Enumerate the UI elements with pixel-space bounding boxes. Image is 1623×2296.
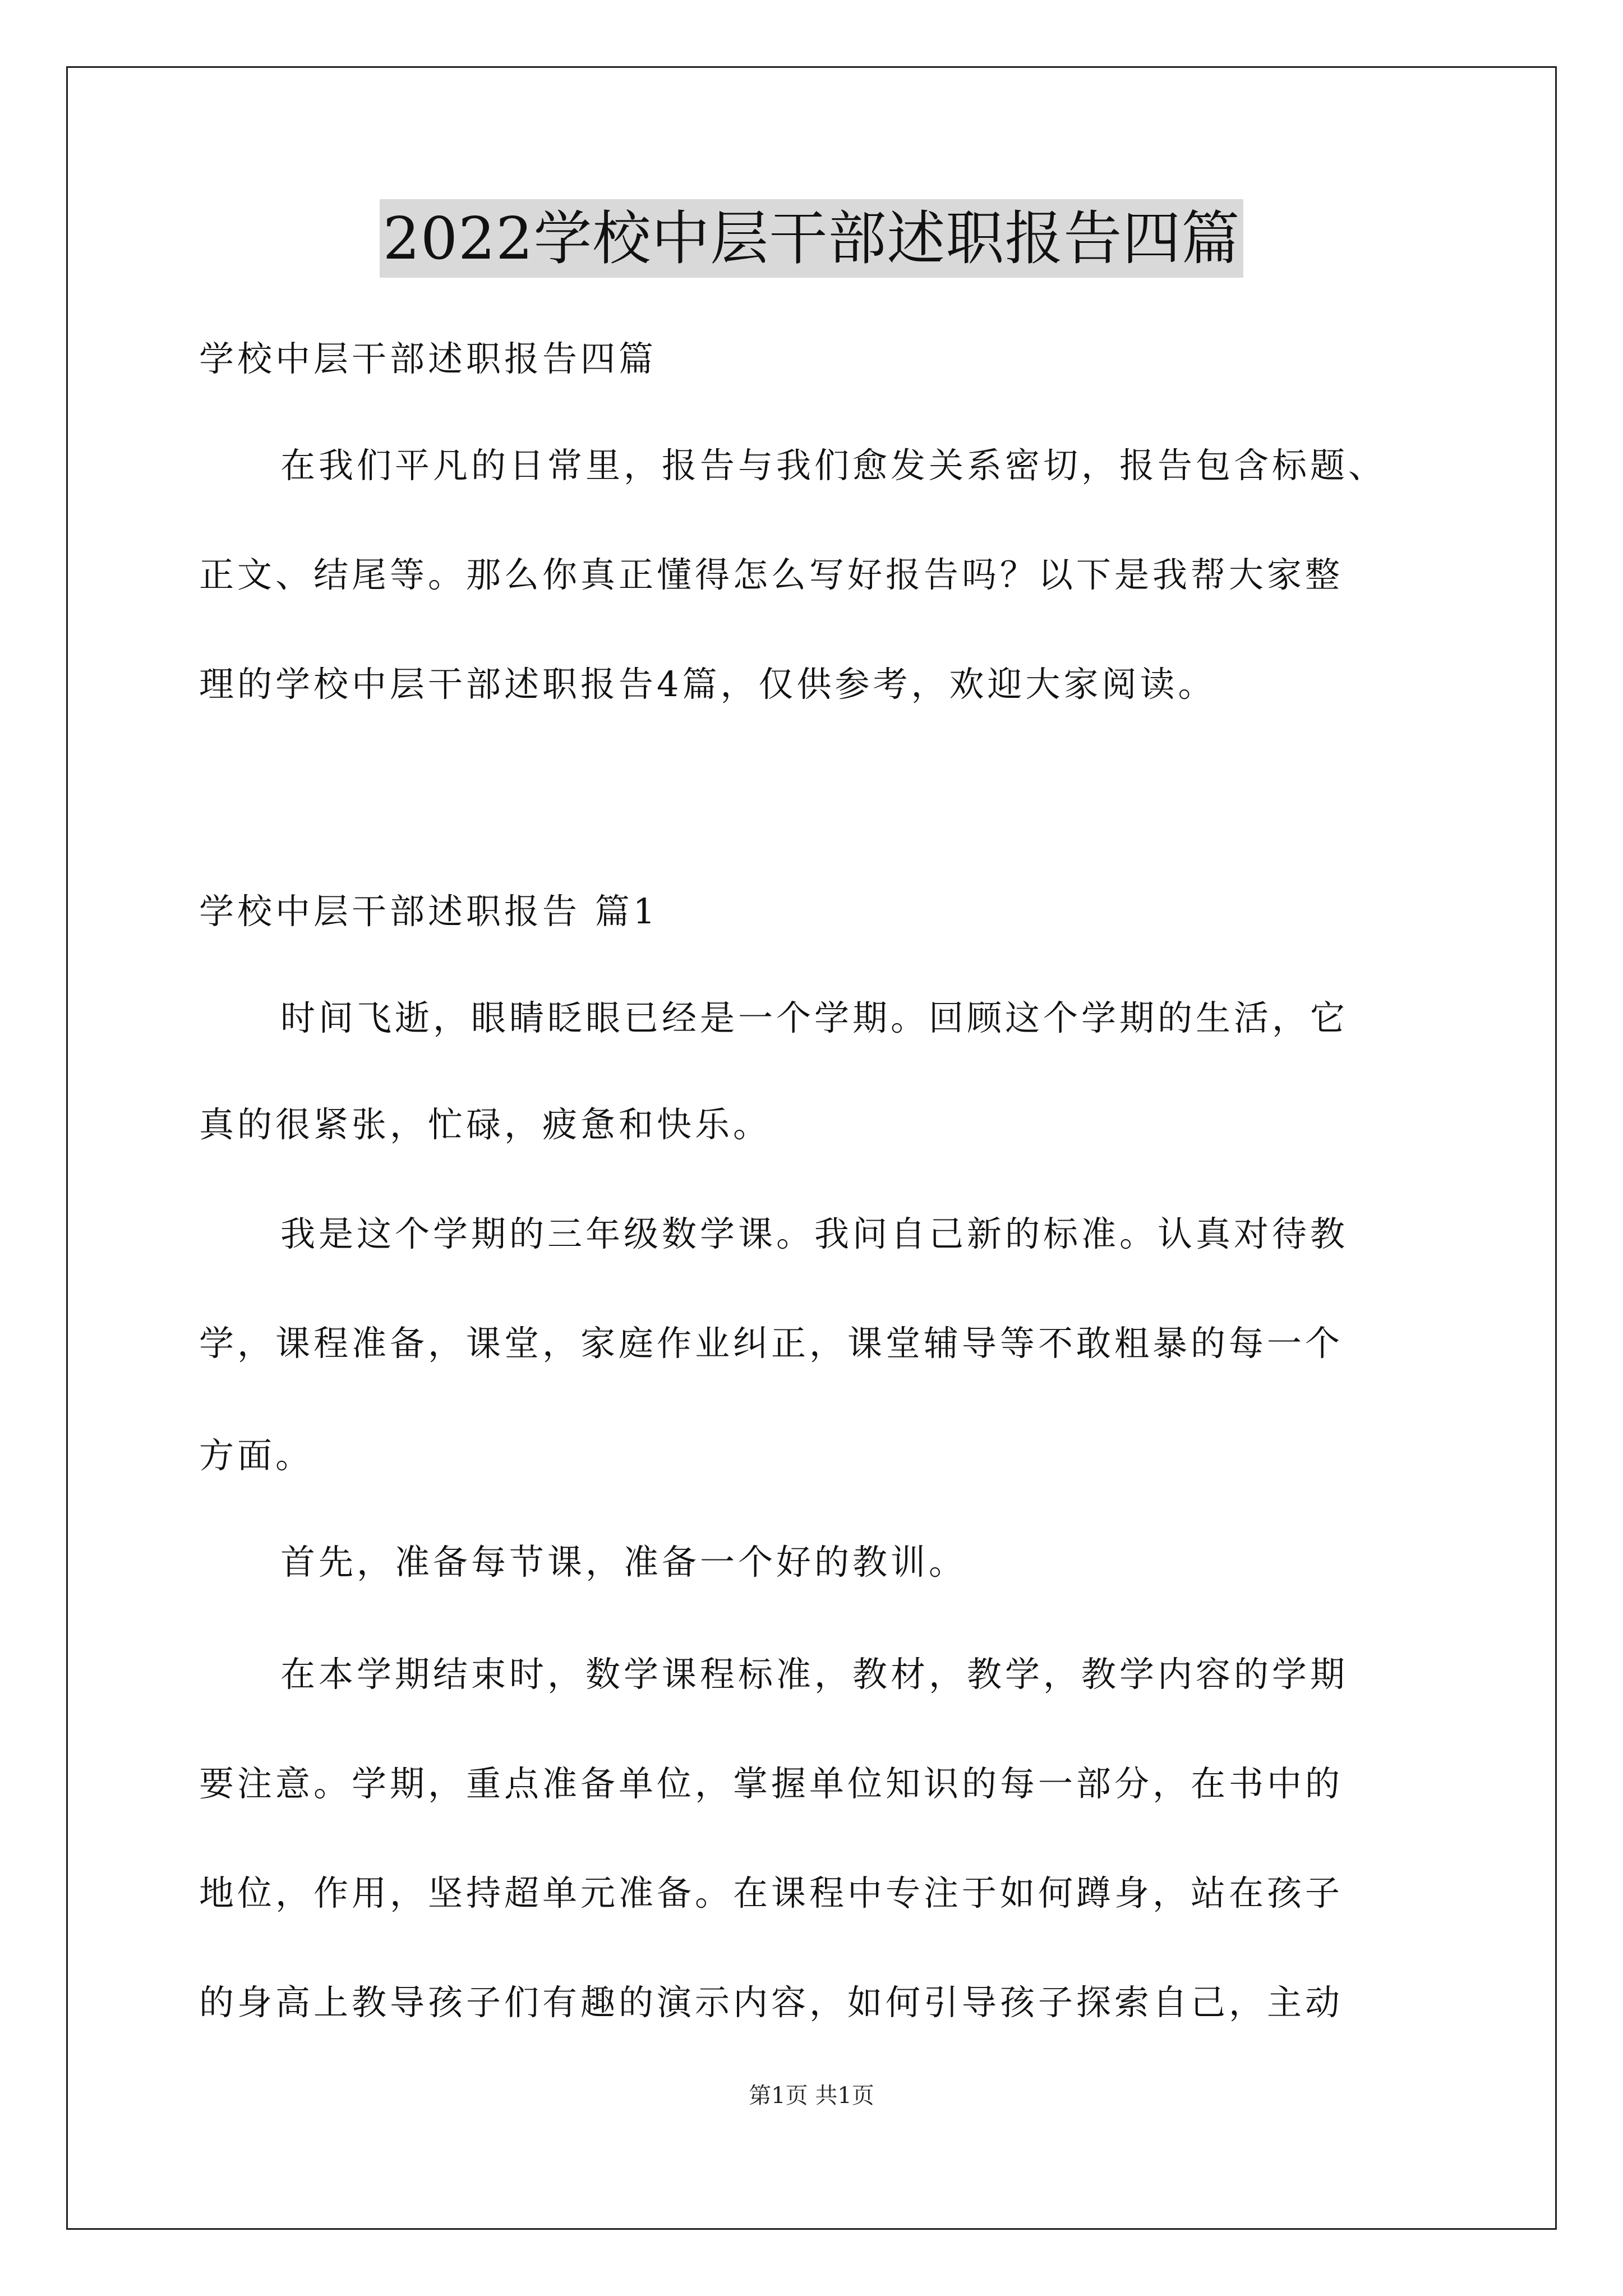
- intro-line: 正文、结尾等。那么你真正懂得怎么写好报告吗？以下是我帮大家整: [199, 554, 1344, 595]
- title-container: [0, 199, 1623, 278]
- intro-line: 在我们平凡的日常里，报告与我们愈发关系密切，报告包含标题、: [280, 445, 1387, 486]
- page-footer: 第1页 共1页: [749, 2083, 874, 2109]
- document-subtitle: 学校中层干部述职报告四篇: [199, 338, 657, 379]
- body-line: 真的很紧张，忙碌，疲惫和快乐。: [199, 1104, 772, 1145]
- body-line: 时间飞逝，眼睛眨眼已经是一个学期。回顾这个学期的生活，它: [280, 997, 1349, 1038]
- intro-line: 理的学校中层干部述职报告4篇，仅供参考，欢迎大家阅读。: [199, 664, 1216, 705]
- body-line: 在本学期结束时，数学课程标准，教材，教学，教学内容的学期: [280, 1654, 1349, 1695]
- document-title: 2022学校中层干部述职报告四篇: [380, 199, 1244, 278]
- body-line: 的身高上教导孩子们有趣的演示内容，如何引导孩子探索自己，主动: [199, 1982, 1344, 2023]
- body-line: 要注意。学期，重点准备单位，掌握单位知识的每一部分，在书中的: [199, 1763, 1344, 1804]
- body-line: 学，课程准备，课堂，家庭作业纠正，课堂辅导等不敢粗暴的每一个: [199, 1323, 1344, 1364]
- section-heading: 学校中层干部述职报告 篇1: [199, 891, 659, 932]
- body-line: 方面。: [199, 1435, 314, 1476]
- body-line: 首先，准备每节课，准备一个好的教训。: [280, 1542, 967, 1582]
- body-line: 地位，作用，坚持超单元准备。在课程中专注于如何蹲身，站在孩子: [199, 1872, 1344, 1913]
- body-line: 我是这个学期的三年级数学课。我问自己新的标准。认真对待教: [280, 1213, 1349, 1254]
